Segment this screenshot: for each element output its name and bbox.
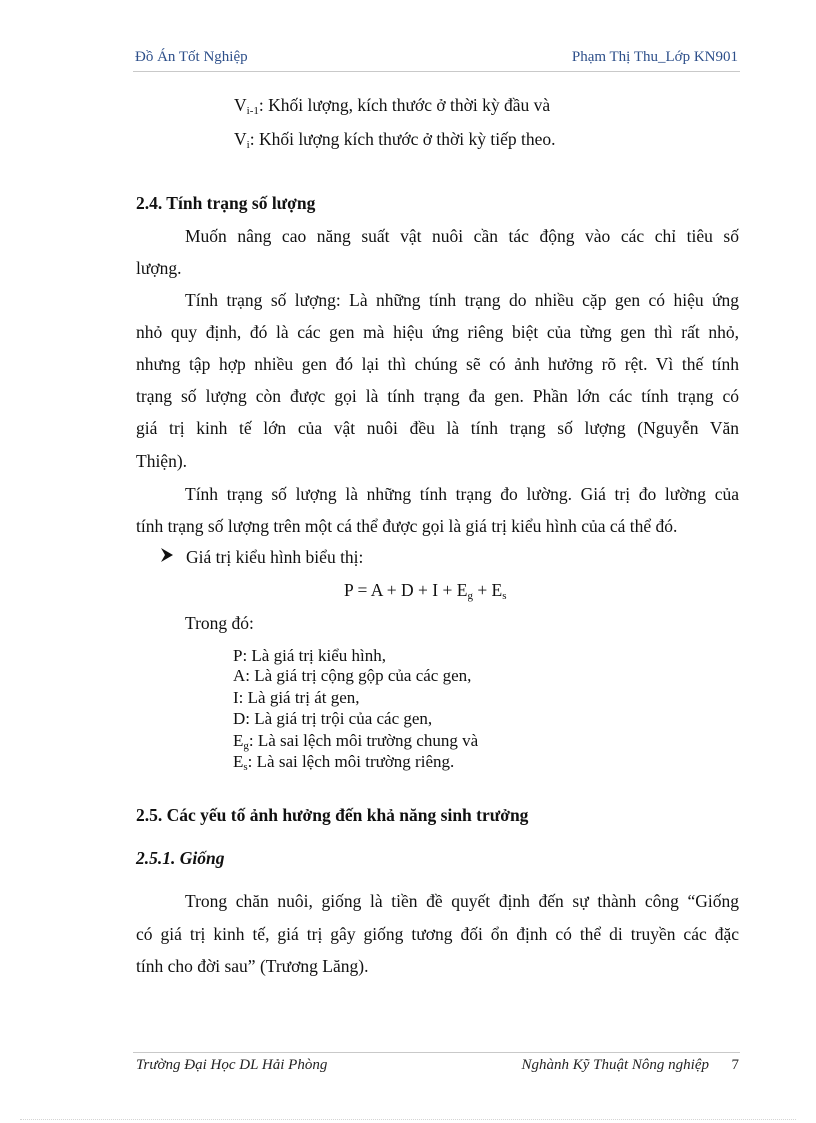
p2-line-1: Tính trạng số lượng: Là những tính trạng do nhiều cặp gen có hiệu ứng xyxy=(185,290,739,310)
def-es: $E_s$: Là sai lệch môi trường riêng. xyxy=(233,752,455,773)
def-eg: $E_g$: Là sai lệch môi trường chung và xyxy=(233,731,479,752)
header-left: Đồ Án Tốt Nghiệp xyxy=(135,49,248,65)
def-d: D: Là giá trị trội của các gen, xyxy=(233,709,433,728)
header-divider xyxy=(133,71,740,72)
p2-line-4: trạng số lượng còn được gọi là tính trạng đa gen. Phần lớn các tính trạng có xyxy=(136,386,739,406)
footer-divider xyxy=(133,1052,740,1053)
page-bottom-dotted-border xyxy=(20,1119,796,1120)
arrow-bullet-icon xyxy=(160,547,174,563)
def-i: I: Là giá trị át gen, xyxy=(233,688,360,707)
section-2-5-heading: 2.5. Các yếu tố ảnh hưởng đến khả năng sinh trưởng xyxy=(136,805,529,825)
header-right: Phạm Thị Thu_Lớp KN901 xyxy=(571,49,738,65)
section-2-4-heading: 2.4. Tính trạng số lượng xyxy=(136,193,316,213)
p3-line-1: Tính trạng số lượng là những tính trạng đo lường. Giá trị đo lường của xyxy=(185,484,739,504)
footer-left: Trường Đại Học DL Hải Phòng xyxy=(136,1057,328,1073)
p4-line-3: tính cho đời sau” (Trương Lăng). xyxy=(136,956,369,976)
p2-line-3: nhưng tập hợp nhiều gen đó lại thì chúng sẽ có ảnh hưởng rõ rệt. Vì thế tính xyxy=(136,354,739,374)
def-a: A: Là giá trị cộng gộp của các gen, xyxy=(233,666,472,685)
footer-right: Nghành Kỹ Thuật Nông nghiệp xyxy=(521,1057,709,1073)
page-number: 7 xyxy=(731,1057,739,1073)
bullet-text: Giá trị kiểu hình biểu thị: xyxy=(186,547,364,567)
p1-line-1: Muốn nâng cao năng suất vật nuôi cần tác động vào các chỉ tiêu số xyxy=(185,226,739,246)
p2-line-5: giá trị kinh tế lớn của vật nuôi đều là tính trạng số lượng (Nguyễn Văn xyxy=(136,418,739,438)
v-prev-definition: $V_{i-1}$: Khối lượng, kích thước ở thời kỳ đầu và xyxy=(234,95,551,117)
formula: $P = A + D + I + E_g + E_s$ xyxy=(344,580,507,602)
section-2-5-1-heading: 2.5.1. Giống xyxy=(136,848,225,868)
where-label: Trong đó: xyxy=(185,613,254,633)
p1-line-2: lượng. xyxy=(136,258,182,278)
p2-line-2: nhỏ quy định, đó là các gen mà hiệu ứng riêng biệt của từng gen thì rất nhỏ, xyxy=(136,322,739,342)
p4-line-2: có giá trị kinh tế, giá trị gây giống tương đối ổn định có thể di truyền các đặc xyxy=(136,924,739,944)
p3-line-2: tính trạng số lượng trên một cá thể được gọi là giá trị kiểu hình của cá thể đó. xyxy=(136,516,678,536)
p2-line-6: Thiện). xyxy=(136,451,188,471)
v-definition: $V_i$: Khối lượng kích thước ở thời kỳ tiếp theo. xyxy=(234,129,556,151)
def-p: P: Là giá trị kiểu hình, xyxy=(233,646,386,665)
p4-line-1: Trong chăn nuôi, giống là tiền đề quyết định đến sự thành công “Giống xyxy=(185,891,739,911)
